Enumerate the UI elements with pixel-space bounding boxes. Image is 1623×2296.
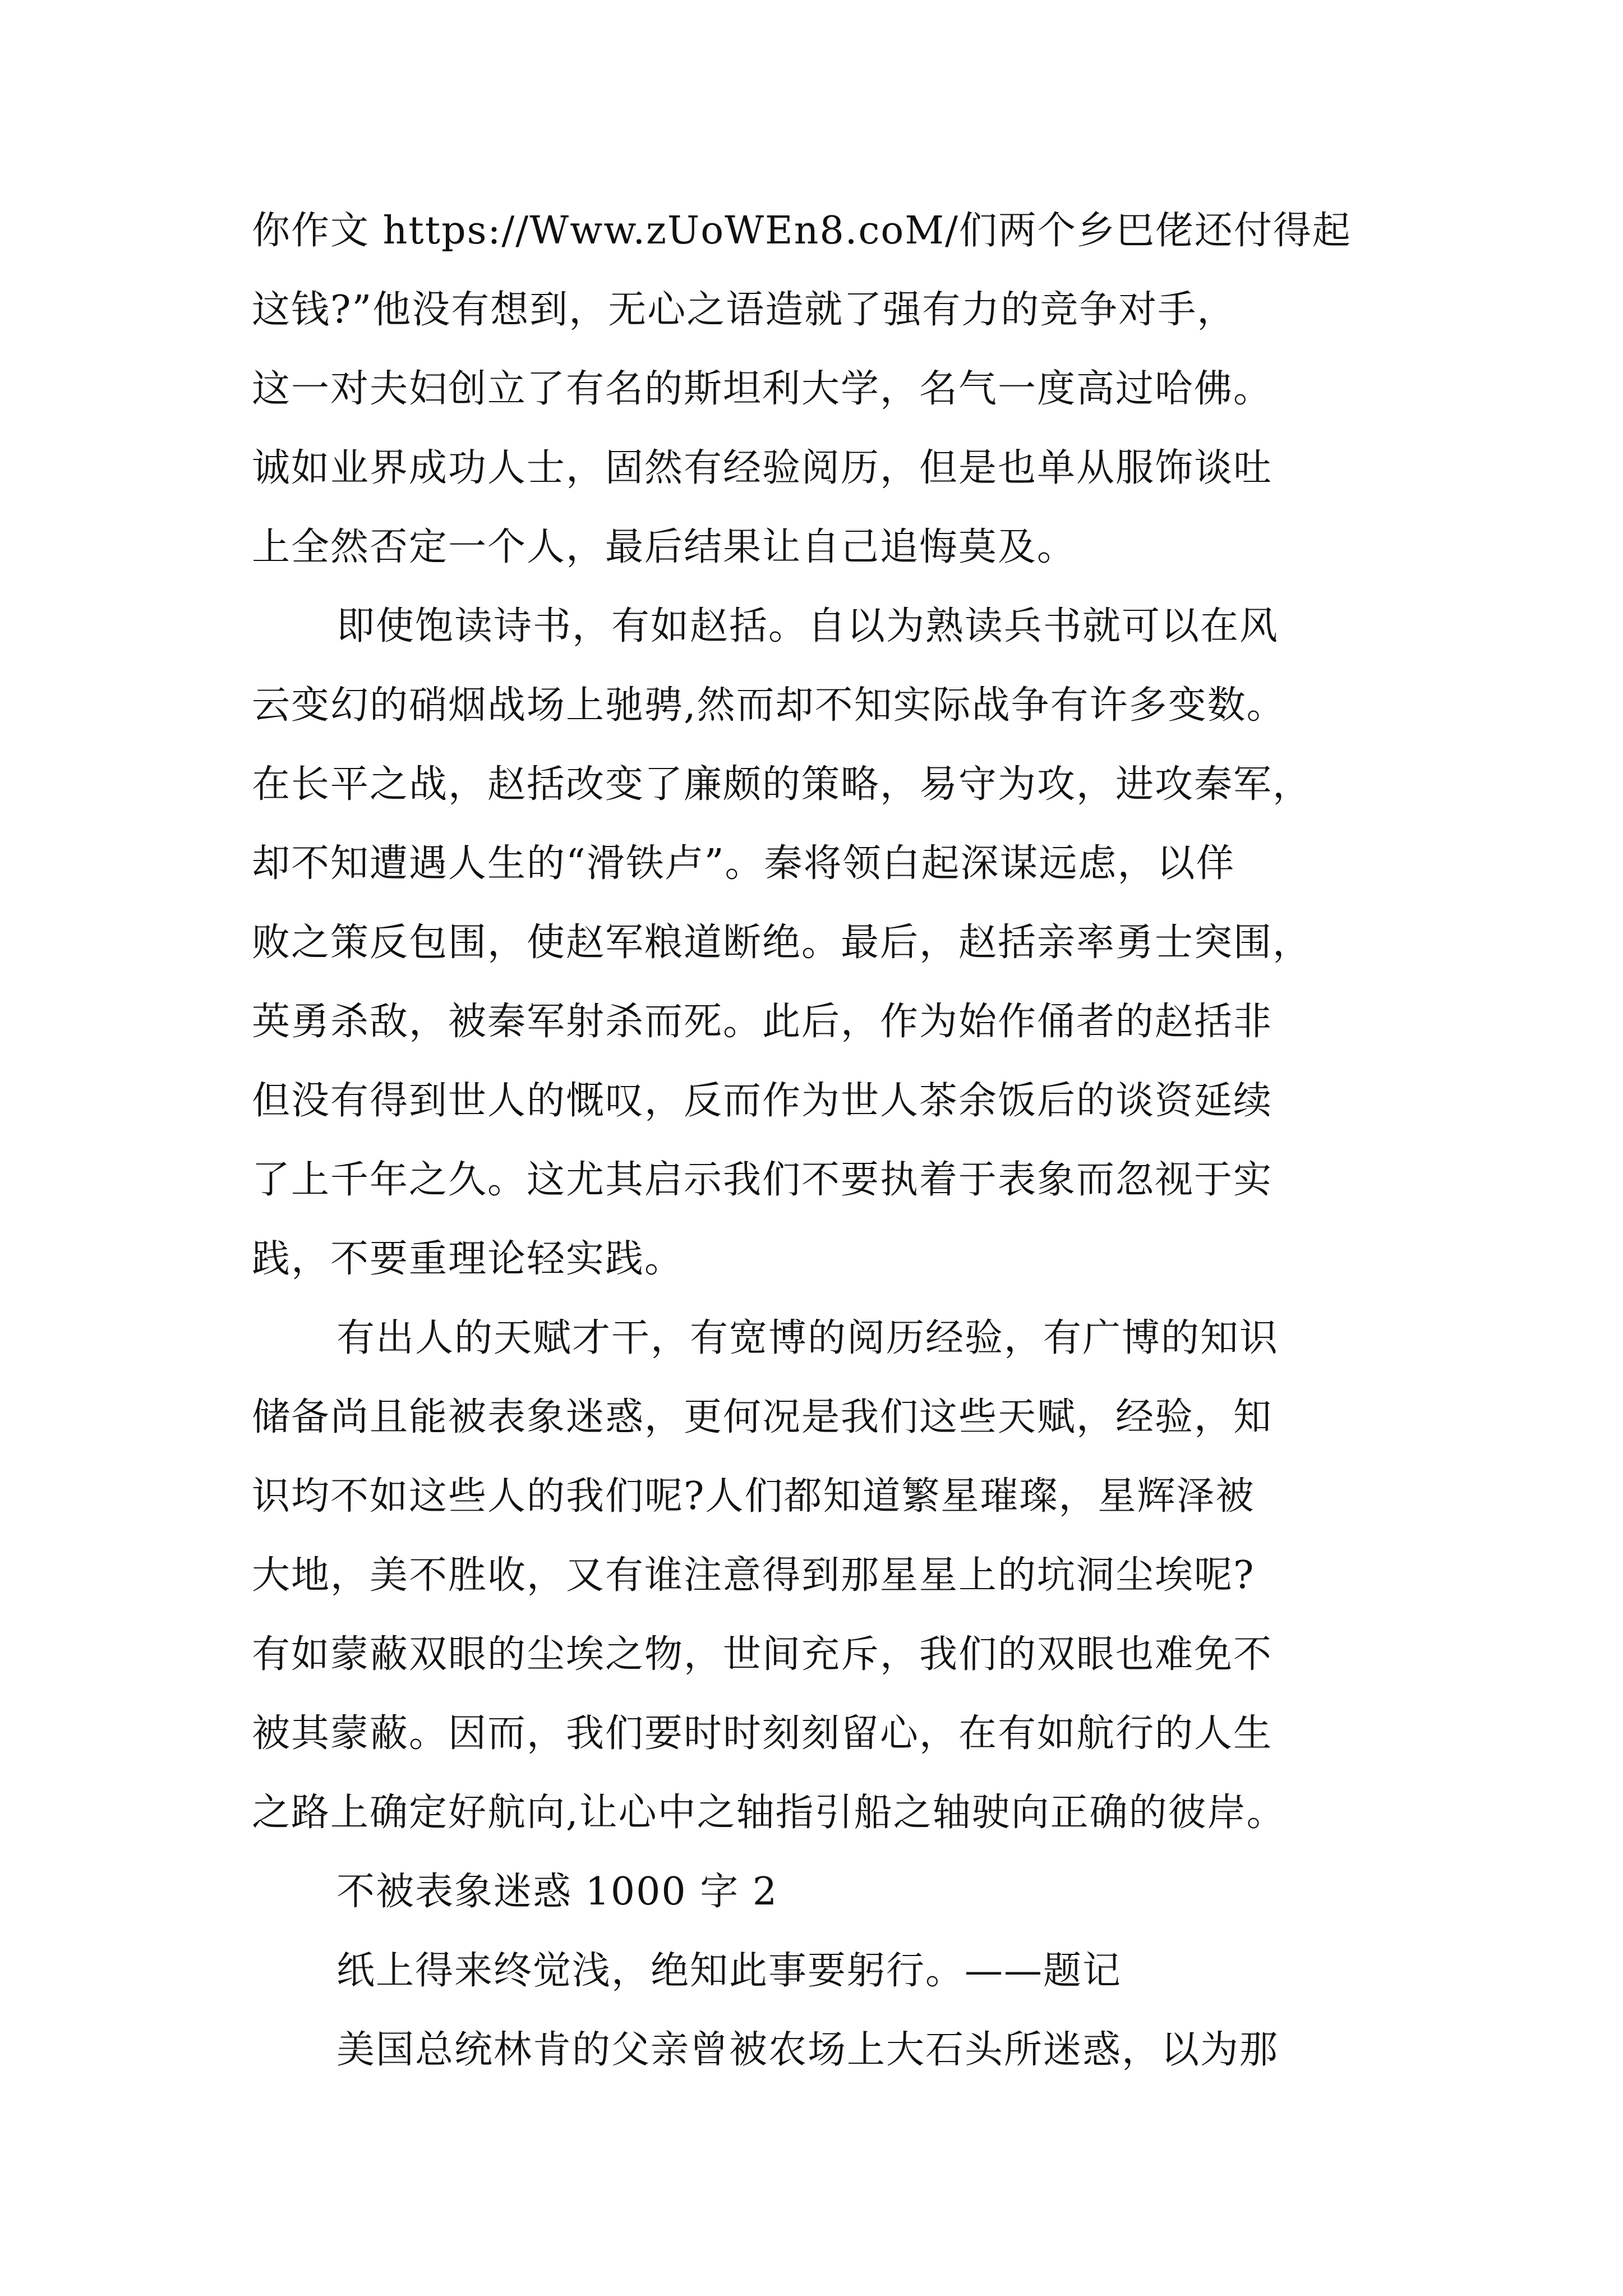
text-line: 败之策反包围，使赵军粮道断绝。最后，赵括亲率勇士突围， [252,921,1312,965]
paragraph-start: 有出人的天赋才干，有宽博的阅历经验，有广博的知识 [336,1316,1279,1360]
paragraph-start: 美国总统林肯的父亲曾被农场上大石头所迷惑，以为那 [336,2028,1279,2072]
text-line: 了上千年之久。这尤其启示我们不要执着于表象而忽视于实 [252,1158,1273,1202]
text-line: 识均不如这些人的我们呢?人们都知道繁星璀璨，星辉泽被 [252,1474,1255,1519]
text-line: 之路上确定好航向,让心中之轴指引船之轴驶向正确的彼岸。 [252,1791,1286,1835]
text-line: 被其蒙蔽。因而，我们要时时刻刻留心，在有如航行的人生 [252,1711,1273,1756]
text-line: 大地，美不胜收，又有谁注意得到那星星上的坑洞尘埃呢? [252,1553,1255,1598]
text-line: 你作文 https://Www.zUoWEn8.coM/们两个乡巴佬还付得起 [252,209,1352,253]
text-line: 云变幻的硝烟战场上驰骋,然而却不知实际战争有许多变数。 [252,683,1286,728]
text-line: 这一对夫妇创立了有名的斯坦利大学，名气一度高过哈佛。 [252,367,1273,411]
text-line: 在长平之战，赵括改变了廉颇的策略，易守为攻，进攻秦军， [252,762,1312,807]
text-line: 但没有得到世人的慨叹，反而作为世人茶余饭后的谈资延续 [252,1079,1273,1123]
epigraph: 纸上得来终觉浅，绝知此事要躬行。——题记 [336,1949,1122,1993]
text-line: 英勇杀敌，被秦军射杀而死。此后，作为始作俑者的赵括非 [252,1000,1273,1044]
section-heading: 不被表象迷惑 1000 字 2 [336,1870,778,1914]
text-line: 储备尚且能被表象迷惑，更何况是我们这些天赋，经验，知 [252,1395,1273,1439]
text-line: 上全然否定一个人，最后结果让自己追悔莫及。 [252,525,1077,569]
text-line: 践，不要重理论轻实践。 [252,1237,684,1281]
text-line: 这钱?”他没有想到，无心之语造就了强有力的竞争对手， [252,288,1237,332]
text-line: 却不知遭遇人生的“滑铁卢”。秦将领白起深谋远虑，以佯 [252,841,1235,886]
text-line: 有如蒙蔽双眼的尘埃之物，世间充斥，我们的双眼也难免不 [252,1632,1273,1677]
text-line: 诚如业界成功人士，固然有经验阅历，但是也单从服饰谈吐 [252,446,1273,490]
paragraph-start: 即使饱读诗书，有如赵括。自以为熟读兵书就可以在风 [336,604,1279,648]
